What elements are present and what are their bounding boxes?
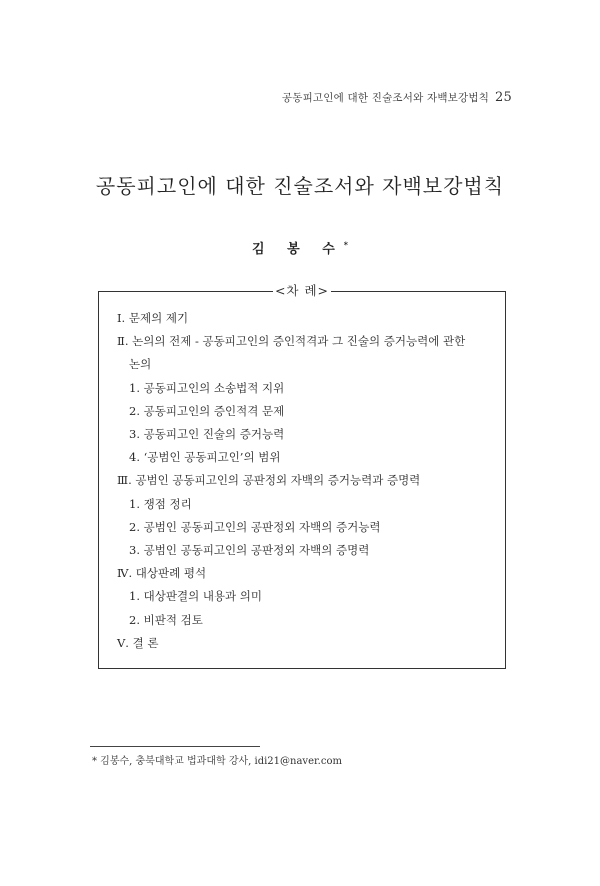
toc-item: Ⅲ. 공범인 공동피고인의 공판정외 자백의 증거능력과 증명력	[117, 473, 421, 488]
toc-item: Ⅴ. 결 론	[117, 635, 159, 650]
toc-item: 2. 비판적 검토	[129, 612, 203, 627]
toc-item: 논의	[129, 357, 152, 372]
author	[0, 238, 600, 257]
toc-item: 3. 공범인 공동피고인의 공판정외 자백의 증명력	[129, 543, 370, 558]
running-head	[282, 90, 512, 105]
toc-item: 1. 쟁점 정리	[129, 496, 192, 511]
author-name: 김 봉 수	[252, 242, 344, 257]
toc-item: 2. 공범인 공동피고인의 공판정외 자백의 증거능력	[129, 519, 381, 534]
footnote: * 김봉수, 충북대학교 법과대학 강사, idi21@naver.com	[92, 756, 342, 767]
toc-item: 4. ‘공범인 공동피고인’의 범위	[129, 450, 281, 465]
toc-item: Ⅱ. 논의의 전제 - 공동피고인의 증인적격과 그 진술의 증거능력에 관한	[117, 334, 466, 349]
toc-item: 2. 공동피고인의 증인적격 문제	[129, 403, 285, 418]
author-footnote-mark: *	[343, 239, 348, 250]
toc-item: Ⅰ. 문제의 제기	[117, 311, 189, 325]
page-number: 25	[495, 90, 512, 105]
toc-item: 1. 대상판결의 내용과 의미	[129, 589, 263, 604]
table-of-contents	[98, 283, 506, 669]
toc-item: 3. 공동피고인 진술의 증거능력	[129, 427, 285, 442]
toc-list	[117, 307, 495, 655]
toc-heading: <차 례>	[274, 283, 330, 298]
paper-title: 공동피고인에 대한 진술조서와 자백보강법칙	[95, 174, 505, 198]
toc-item: Ⅳ. 대상판례 평석	[117, 566, 207, 581]
running-title: 공동피고인에 대한 진술조서와 자백보강법칙	[281, 92, 490, 104]
footnote-rule	[90, 746, 260, 747]
toc-item: 1. 공동피고인의 소송법적 지위	[129, 380, 285, 395]
